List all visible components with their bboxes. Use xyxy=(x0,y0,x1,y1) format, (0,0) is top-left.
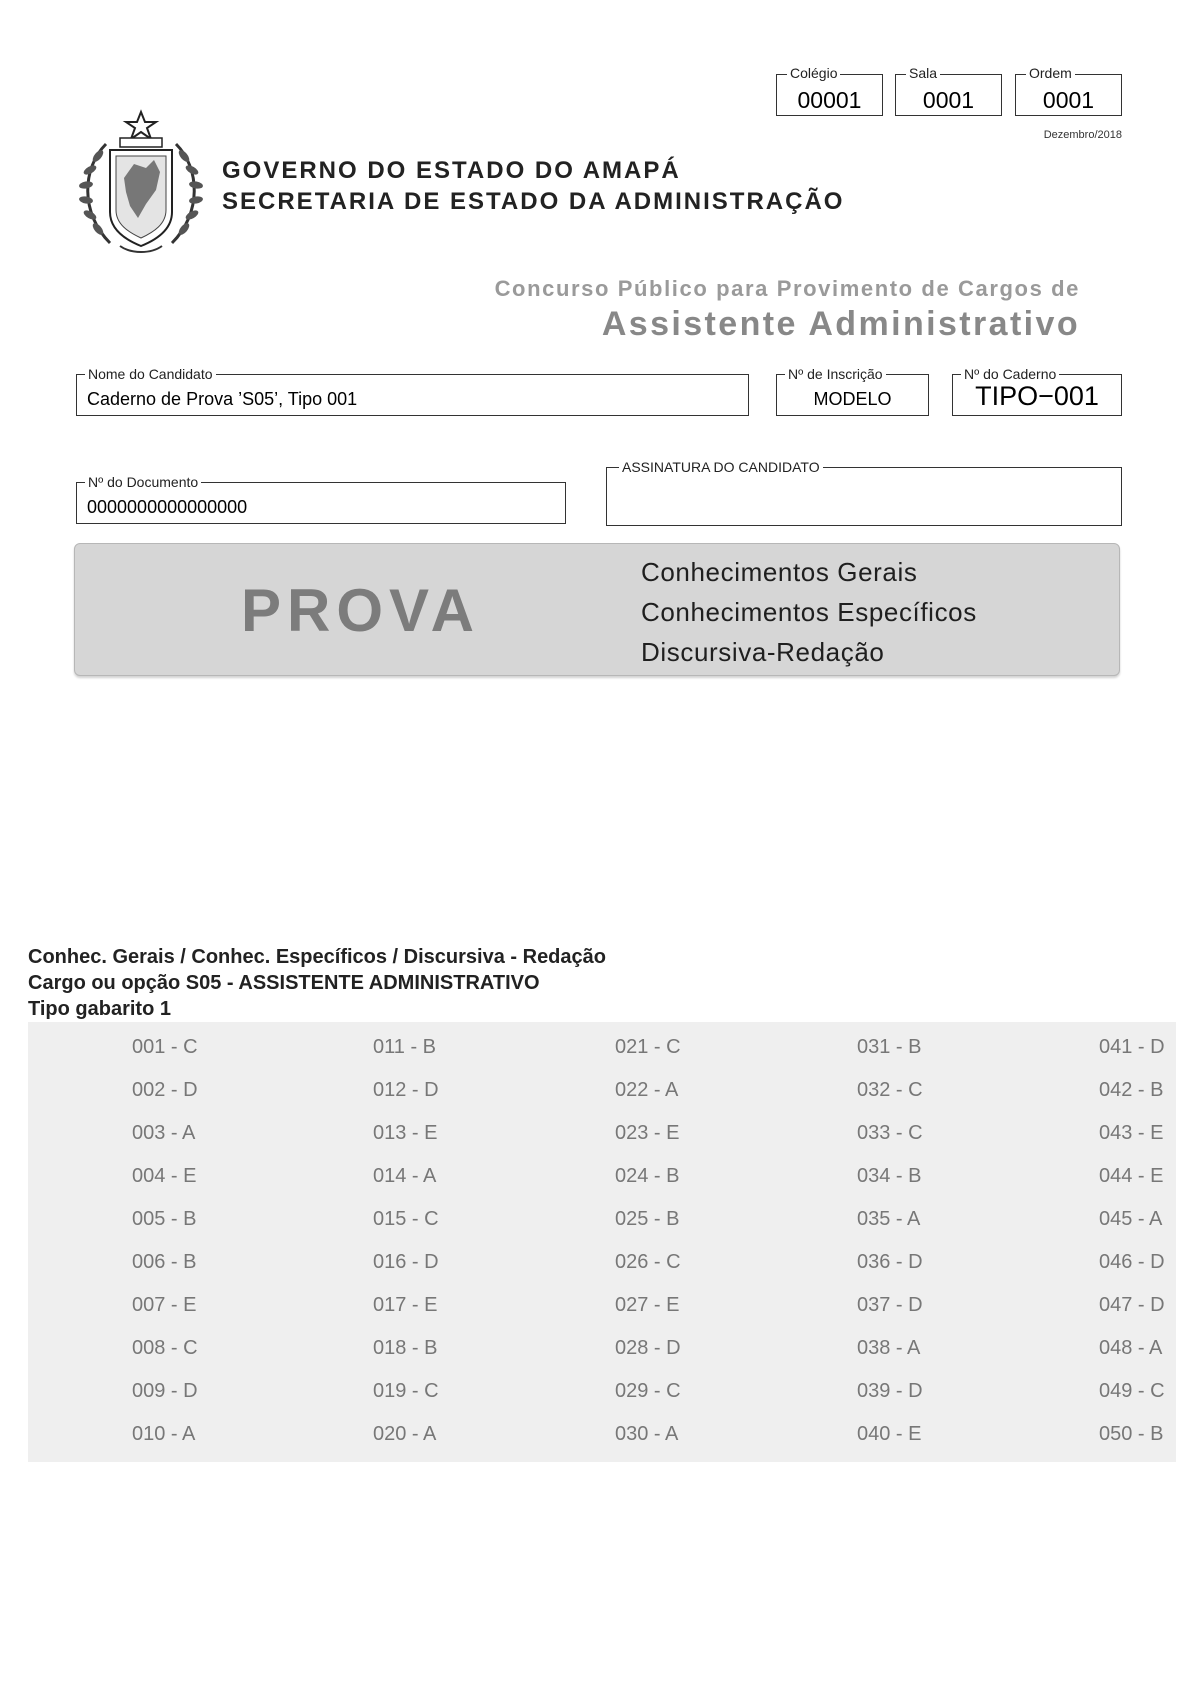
candidate-name-field xyxy=(76,366,749,416)
prova-sections xyxy=(641,552,977,672)
answer-item: 011 - B xyxy=(373,1036,436,1058)
answer-item: 006 - B xyxy=(132,1251,197,1273)
answer-item: 035 - A xyxy=(857,1208,921,1230)
candidate-name-label: Nome do Candidato xyxy=(85,366,216,382)
answer-item: 005 - B xyxy=(132,1208,197,1230)
answer-item: 022 - A xyxy=(615,1079,679,1101)
answer-item: 042 - B xyxy=(1099,1079,1164,1101)
caderno-value: TIPO−001 xyxy=(975,381,1099,411)
answer-item: 045 - A xyxy=(1099,1208,1163,1230)
colegio-value: 00001 xyxy=(797,87,862,113)
answer-item: 024 - B xyxy=(615,1165,680,1187)
answer-item: 048 - A xyxy=(1099,1337,1163,1359)
answer-item: 025 - B xyxy=(615,1208,680,1230)
answer-item: 047 - D xyxy=(1099,1294,1165,1316)
inscricao-label: Nº de Inscrição xyxy=(785,366,886,382)
answer-item: 002 - D xyxy=(132,1079,198,1101)
contest-subtitle: Concurso Público para Provimento de Cargos de xyxy=(494,276,1080,301)
answer-item: 021 - C xyxy=(615,1036,681,1058)
inscricao-value: MODELO xyxy=(813,389,892,409)
coat-of-arms-icon xyxy=(76,108,206,260)
answer-item: 016 - D xyxy=(373,1251,439,1273)
colegio-label: Colégio xyxy=(787,65,840,81)
answer-item: 046 - D xyxy=(1099,1251,1165,1273)
section-item: Conhecimentos Gerais xyxy=(641,557,918,587)
gov-line-2: SECRETARIA DE ESTADO DA ADMINISTRAÇÃO xyxy=(222,188,845,215)
answer-item: 014 - A xyxy=(373,1165,437,1187)
answer-item: 041 - D xyxy=(1099,1036,1165,1058)
answer-key-heading xyxy=(28,944,606,1022)
answer-key-line-1: Conhec. Gerais / Conhec. Específicos / Discursiva - Redação xyxy=(28,946,606,968)
ordem-box xyxy=(1015,65,1122,116)
answer-item: 050 - B xyxy=(1099,1423,1164,1445)
answer-item: 007 - E xyxy=(132,1294,197,1316)
gov-line-1: GOVERNO DO ESTADO DO AMAPÁ xyxy=(222,157,681,184)
colegio-box xyxy=(776,65,883,116)
answer-item: 003 - A xyxy=(132,1122,196,1144)
answer-item: 012 - D xyxy=(373,1079,439,1101)
sala-box xyxy=(895,65,1002,116)
answer-item: 001 - C xyxy=(132,1036,198,1058)
answer-column-4 xyxy=(857,1026,923,1456)
answer-key-panel xyxy=(28,1022,1176,1462)
ordem-label: Ordem xyxy=(1026,65,1075,81)
answer-item: 032 - C xyxy=(857,1079,923,1101)
answer-item: 004 - E xyxy=(132,1165,197,1187)
answer-item: 013 - E xyxy=(373,1122,438,1144)
exam-date: Dezembro/2018 xyxy=(1043,129,1122,141)
answer-column-5 xyxy=(1099,1026,1165,1456)
answer-item: 030 - A xyxy=(615,1423,679,1445)
documento-value: 0000000000000000 xyxy=(87,497,248,517)
answer-item: 033 - C xyxy=(857,1122,923,1144)
documento-label: Nº do Documento xyxy=(85,474,201,490)
answer-item: 008 - C xyxy=(132,1337,198,1359)
answer-item: 019 - C xyxy=(373,1380,439,1402)
answer-key-line-2: Cargo ou opção S05 - ASSISTENTE ADMINISTRATIVO xyxy=(28,972,540,994)
answer-item: 010 - A xyxy=(132,1423,196,1445)
caderno-field xyxy=(952,366,1122,416)
section-item: Conhecimentos Específicos xyxy=(641,597,977,627)
answer-item: 038 - A xyxy=(857,1337,921,1359)
ordem-value: 0001 xyxy=(1042,87,1095,113)
contest-title: Assistente Administrativo xyxy=(601,305,1080,343)
answer-item: 031 - B xyxy=(857,1036,922,1058)
answer-item: 017 - E xyxy=(373,1294,438,1316)
answer-column-3 xyxy=(615,1026,681,1456)
inscricao-field xyxy=(776,366,929,416)
answer-item: 026 - C xyxy=(615,1251,681,1273)
answer-item: 037 - D xyxy=(857,1294,923,1316)
answer-item: 040 - E xyxy=(857,1423,922,1445)
answer-item: 043 - E xyxy=(1099,1122,1164,1144)
documento-field xyxy=(76,474,566,524)
caderno-label: Nº do Caderno xyxy=(961,366,1059,382)
answer-item: 020 - A xyxy=(373,1423,437,1445)
answer-item: 049 - C xyxy=(1099,1380,1165,1402)
government-title xyxy=(222,155,844,217)
answer-item: 027 - E xyxy=(615,1294,680,1316)
signature-label: ASSINATURA DO CANDIDATO xyxy=(619,459,823,475)
answer-column-1 xyxy=(132,1026,198,1456)
answer-item: 034 - B xyxy=(857,1165,922,1187)
answer-item: 009 - D xyxy=(132,1380,198,1402)
answer-item: 039 - D xyxy=(857,1380,923,1402)
answer-item: 015 - C xyxy=(373,1208,439,1230)
prova-banner xyxy=(74,543,1120,676)
sala-value: 0001 xyxy=(922,87,975,113)
answer-column-2 xyxy=(373,1026,439,1456)
prova-title: PROVA xyxy=(241,577,480,644)
signature-field xyxy=(606,459,1122,526)
sala-label: Sala xyxy=(906,65,940,81)
answer-item: 036 - D xyxy=(857,1251,923,1273)
answer-item: 029 - C xyxy=(615,1380,681,1402)
section-item: Discursiva-Redação xyxy=(641,637,885,667)
state-emblem xyxy=(76,108,206,260)
answer-item: 023 - E xyxy=(615,1122,680,1144)
answer-item: 044 - E xyxy=(1099,1165,1164,1187)
answer-item: 028 - D xyxy=(615,1337,681,1359)
answer-item: 018 - B xyxy=(373,1337,438,1359)
answer-key-line-3: Tipo gabarito 1 xyxy=(28,998,171,1020)
candidate-name-value: Caderno de Prova ’S05’, Tipo 001 xyxy=(87,389,358,409)
